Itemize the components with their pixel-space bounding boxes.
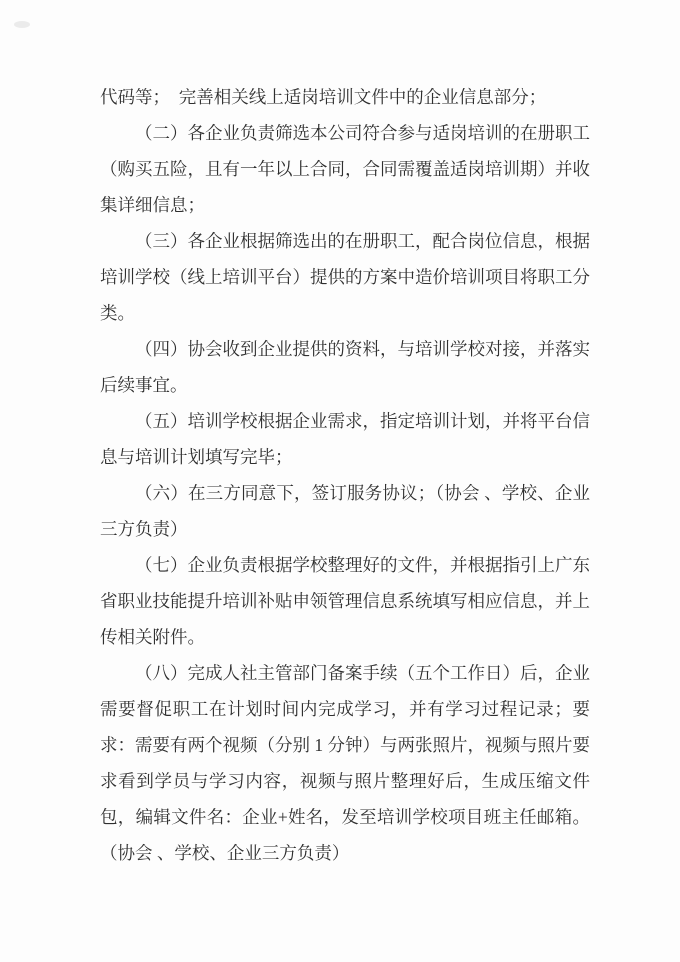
paragraph: （八）完成人社主管部门备案手续（五个工作日）后，企业需要督促职工在计划时间内完成学习，并有学习过程记录；要求：需要有两个视频（分别 1 分钟）与两张照片，视频与照片要求看到学员与学习内容，视频与照片整理好后，生成压缩文件包，编辑文件名：企业+姓名，发至培训学校项目班主任邮箱。（协会 、学校、企业三方负责） [100, 663, 590, 863]
scan-smudge-artifact [14, 21, 30, 28]
paragraph: （六）在三方同意下，签订服务协议；（协会 、学校、企业三方负责） [100, 483, 590, 539]
paragraph: （四）协会收到企业提供的资料，与培训学校对接，并落实后续事宜。 [100, 339, 590, 395]
paragraph: （三）各企业根据筛选出的在册职工，配合岗位信息，根据培训学校（线上培训平台）提供的方案中造价培训项目将职工分类。 [100, 231, 590, 323]
paragraph: （二）各企业负责筛选本公司符合参与适岗培训的在册职工（购买五险，且有一年以上合同，合同需覆盖适岗培训期）并收集详细信息； [100, 123, 590, 215]
paragraph: （五）培训学校根据企业需求，指定培训计划，并将平台信息与培训计划填写完毕； [100, 411, 590, 467]
paragraph: （七）企业负责根据学校整理好的文件，并根据指引上广东省职业技能提升培训补贴申领管理信息系统填写相应信息，并上传相关附件。 [100, 555, 590, 647]
paragraph: 代码等； 完善相关线上适岗培训文件中的企业信息部分； [100, 87, 547, 107]
document-body [100, 79, 590, 871]
